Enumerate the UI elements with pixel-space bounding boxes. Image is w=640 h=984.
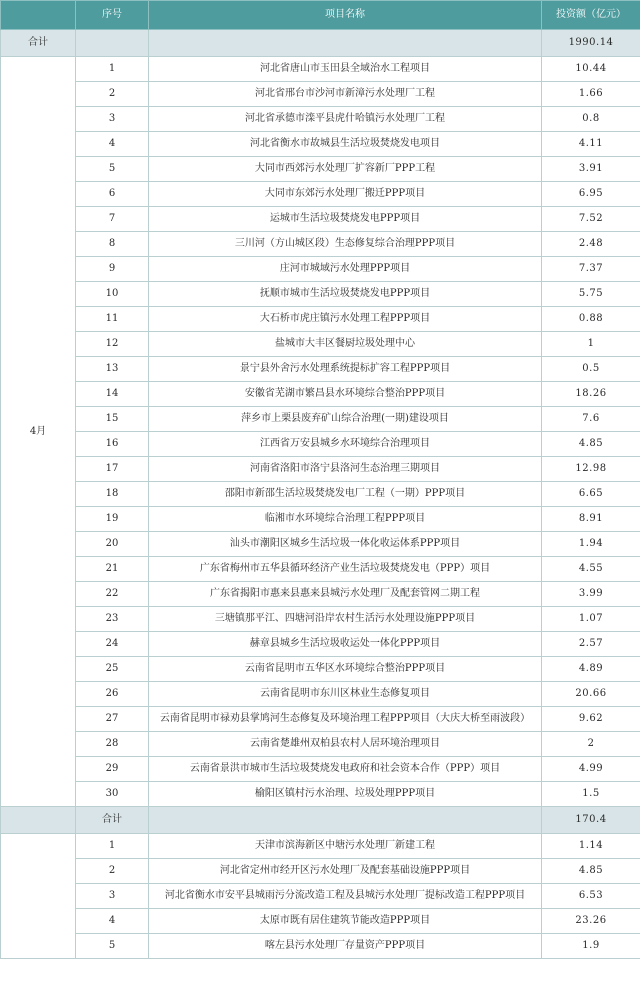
project-name-cell: 河北省定州市经开区污水处理厂及配套基础设施PPP项目 (149, 859, 542, 884)
table-row (1, 357, 640, 382)
investment-cell: 0.88 (542, 307, 640, 332)
table-row (1, 57, 640, 82)
project-name-cell: 广东省揭阳市惠来县惠来县城污水处理厂及配套管网二期工程 (149, 582, 542, 607)
project-name-cell: 河北省承德市滦平县虎什哈镇污水处理厂工程 (149, 107, 542, 132)
project-name-cell: 抚顺市城市生活垃圾焚烧发电PPP项目 (149, 282, 542, 307)
investment-cell: 4.11 (542, 132, 640, 157)
investment-cell: 7.37 (542, 257, 640, 282)
project-name-cell: 汕头市潮阳区城乡生活垃圾一体化收运体系PPP项目 (149, 532, 542, 557)
investment-cell: 18.26 (542, 382, 640, 407)
serial-cell: 13 (76, 357, 149, 382)
project-name-cell: 榆阳区镇村污水治理、垃圾处理PPP项目 (149, 782, 542, 807)
investment-cell: 4.55 (542, 557, 640, 582)
group-total-value: 170.4 (542, 807, 640, 834)
group-total-empty (1, 807, 76, 834)
investment-cell: 1 (542, 332, 640, 357)
project-name-cell: 赫章县城乡生活垃圾收运处一体化PPP项目 (149, 632, 542, 657)
project-name-cell: 江西省万安县城乡水环境综合治理项目 (149, 432, 542, 457)
investment-cell: 2.48 (542, 232, 640, 257)
serial-cell: 30 (76, 782, 149, 807)
serial-cell: 23 (76, 607, 149, 632)
investment-cell: 1.9 (542, 934, 640, 959)
table-row (1, 632, 640, 657)
project-name-cell: 云南省昆明市五华区水环境综合整治PPP项目 (149, 657, 542, 682)
investment-cell: 23.26 (542, 909, 640, 934)
table-row (1, 82, 640, 107)
table-row (1, 732, 640, 757)
investment-cell: 7.52 (542, 207, 640, 232)
table-row (1, 707, 640, 732)
table-row (1, 407, 640, 432)
header-project-name: 项目名称 (149, 1, 542, 30)
investment-cell: 1.07 (542, 607, 640, 632)
group-1-total-empty (76, 30, 149, 57)
investment-cell: 6.53 (542, 884, 640, 909)
group-total-label: 合计 (76, 807, 149, 834)
table-row (1, 507, 640, 532)
table-row (1, 382, 640, 407)
table-row (1, 859, 640, 884)
investment-cell: 2.57 (542, 632, 640, 657)
investment-cell: 3.91 (542, 157, 640, 182)
project-name-cell: 广东省梅州市五华县循环经济产业生活垃圾焚烧发电（PPP）项目 (149, 557, 542, 582)
table-row (1, 307, 640, 332)
project-name-cell: 景宁县外舍污水处理系统提标扩容工程PPP项目 (149, 357, 542, 382)
serial-cell: 6 (76, 182, 149, 207)
table-header (1, 1, 640, 30)
investment-cell: 1.14 (542, 834, 640, 859)
table-row (1, 557, 640, 582)
project-name-cell: 大同市东郊污水处理厂搬迁PPP项目 (149, 182, 542, 207)
investment-cell: 8.91 (542, 507, 640, 532)
serial-cell: 16 (76, 432, 149, 457)
table-row (1, 582, 640, 607)
project-name-cell: 河北省邢台市沙河市新漳污水处理厂工程 (149, 82, 542, 107)
project-name-cell: 天津市滨海新区中塘污水处理厂新建工程 (149, 834, 542, 859)
project-name-cell: 云南省景洪市城市生活垃圾焚烧发电政府和社会资本合作（PPP）项目 (149, 757, 542, 782)
serial-cell: 2 (76, 859, 149, 884)
project-name-cell: 云南省昆明市禄劝县掌鸠河生态修复及环境治理工程PPP项目（大庆大桥至雨波段） (149, 707, 542, 732)
header-col0 (1, 1, 76, 30)
investment-cell: 4.85 (542, 859, 640, 884)
month-cell: 4月 (1, 57, 76, 807)
table-row (1, 332, 640, 357)
group-total-row (1, 807, 640, 834)
table-row (1, 834, 640, 859)
investment-cell: 0.5 (542, 357, 640, 382)
table-row (1, 432, 640, 457)
project-name-cell: 河南省洛阳市洛宁县洛河生态治理三期项目 (149, 457, 542, 482)
investment-cell: 4.85 (542, 432, 640, 457)
investment-cell: 3.99 (542, 582, 640, 607)
table-row (1, 232, 640, 257)
serial-cell: 1 (76, 834, 149, 859)
project-name-cell: 大石桥市虎庄镇污水处理工程PPP项目 (149, 307, 542, 332)
project-name-cell: 庄河市城域污水处理PPP项目 (149, 257, 542, 282)
investment-cell: 6.95 (542, 182, 640, 207)
table-row (1, 934, 640, 959)
table-row (1, 182, 640, 207)
group-1-total-label: 合计 (1, 30, 76, 57)
serial-cell: 12 (76, 332, 149, 357)
table-row (1, 884, 640, 909)
investment-cell: 10.44 (542, 57, 640, 82)
table-row (1, 207, 640, 232)
table-row (1, 757, 640, 782)
investment-cell: 5.75 (542, 282, 640, 307)
serial-cell: 24 (76, 632, 149, 657)
table-row (1, 482, 640, 507)
investment-cell: 0.8 (542, 107, 640, 132)
group-1-total-value: 1990.14 (542, 30, 640, 57)
serial-cell: 7 (76, 207, 149, 232)
table-row (1, 257, 640, 282)
project-name-cell: 太原市既有居住建筑节能改造PPP项目 (149, 909, 542, 934)
serial-cell: 19 (76, 507, 149, 532)
investment-cell: 6.65 (542, 482, 640, 507)
project-name-cell: 云南省昆明市东川区林业生态修复项目 (149, 682, 542, 707)
table-row (1, 282, 640, 307)
serial-cell: 3 (76, 884, 149, 909)
serial-cell: 26 (76, 682, 149, 707)
table-body (1, 1, 640, 959)
investment-cell: 9.62 (542, 707, 640, 732)
serial-cell: 10 (76, 282, 149, 307)
serial-cell: 5 (76, 157, 149, 182)
project-name-cell: 萍乡市上栗县废弃矿山综合治理(一期)建设项目 (149, 407, 542, 432)
table-row (1, 132, 640, 157)
project-name-cell: 运城市生活垃圾焚烧发电PPP项目 (149, 207, 542, 232)
serial-cell: 1 (76, 57, 149, 82)
serial-cell: 25 (76, 657, 149, 682)
project-name-cell: 三川河（方山城区段）生态修复综合治理PPP项目 (149, 232, 542, 257)
serial-cell: 2 (76, 82, 149, 107)
header-serial: 序号 (76, 1, 149, 30)
serial-cell: 22 (76, 582, 149, 607)
investment-cell: 4.99 (542, 757, 640, 782)
project-name-cell: 临湘市水环境综合治理工程PPP项目 (149, 507, 542, 532)
serial-cell: 27 (76, 707, 149, 732)
project-name-cell: 河北省衡水市安平县城雨污分流改造工程及县城污水处理厂提标改造工程PPP项目 (149, 884, 542, 909)
table-row (1, 532, 640, 557)
table-row (1, 457, 640, 482)
table-row (1, 682, 640, 707)
serial-cell: 17 (76, 457, 149, 482)
table-row (1, 107, 640, 132)
serial-cell: 3 (76, 107, 149, 132)
project-name-cell: 邵阳市新邵生活垃圾焚烧发电厂工程（一期）PPP项目 (149, 482, 542, 507)
project-name-cell: 大同市西郊污水处理厂扩容新厂PPP工程 (149, 157, 542, 182)
serial-cell: 8 (76, 232, 149, 257)
investment-cell: 1.66 (542, 82, 640, 107)
group-1-total-row (1, 30, 640, 57)
serial-cell: 9 (76, 257, 149, 282)
serial-cell: 28 (76, 732, 149, 757)
month-cell (1, 834, 76, 959)
investment-cell: 7.6 (542, 407, 640, 432)
project-name-cell: 河北省唐山市玉田县全域治水工程项目 (149, 57, 542, 82)
header-investment: 投资额（亿元） (542, 1, 640, 30)
investment-cell: 4.89 (542, 657, 640, 682)
table-row (1, 157, 640, 182)
investment-cell: 20.66 (542, 682, 640, 707)
investment-cell: 1.5 (542, 782, 640, 807)
serial-cell: 18 (76, 482, 149, 507)
serial-cell: 5 (76, 934, 149, 959)
serial-cell: 14 (76, 382, 149, 407)
serial-cell: 20 (76, 532, 149, 557)
investment-cell: 1.94 (542, 532, 640, 557)
investment-cell: 2 (542, 732, 640, 757)
table-row (1, 657, 640, 682)
investment-cell: 12.98 (542, 457, 640, 482)
project-name-cell: 三塘镇那平江、四塘河沿岸农村生活污水处理设施PPP项目 (149, 607, 542, 632)
serial-cell: 4 (76, 132, 149, 157)
project-name-cell: 喀左县污水处理厂存量资产PPP项目 (149, 934, 542, 959)
group-1-total-empty-name (149, 30, 542, 57)
serial-cell: 21 (76, 557, 149, 582)
project-name-cell: 河北省衡水市故城县生活垃圾焚烧发电项目 (149, 132, 542, 157)
project-name-cell: 安徽省芜湖市繁昌县水环境综合整治PPP项目 (149, 382, 542, 407)
group-total-empty-name (149, 807, 542, 834)
table-row (1, 782, 640, 807)
project-name-cell: 盐城市大丰区餐厨垃圾处理中心 (149, 332, 542, 357)
project-name-cell: 云南省楚雄州双柏县农村人居环境治理项目 (149, 732, 542, 757)
table-row (1, 607, 640, 632)
serial-cell: 15 (76, 407, 149, 432)
serial-cell: 4 (76, 909, 149, 934)
serial-cell: 29 (76, 757, 149, 782)
table-row (1, 909, 640, 934)
serial-cell: 11 (76, 307, 149, 332)
